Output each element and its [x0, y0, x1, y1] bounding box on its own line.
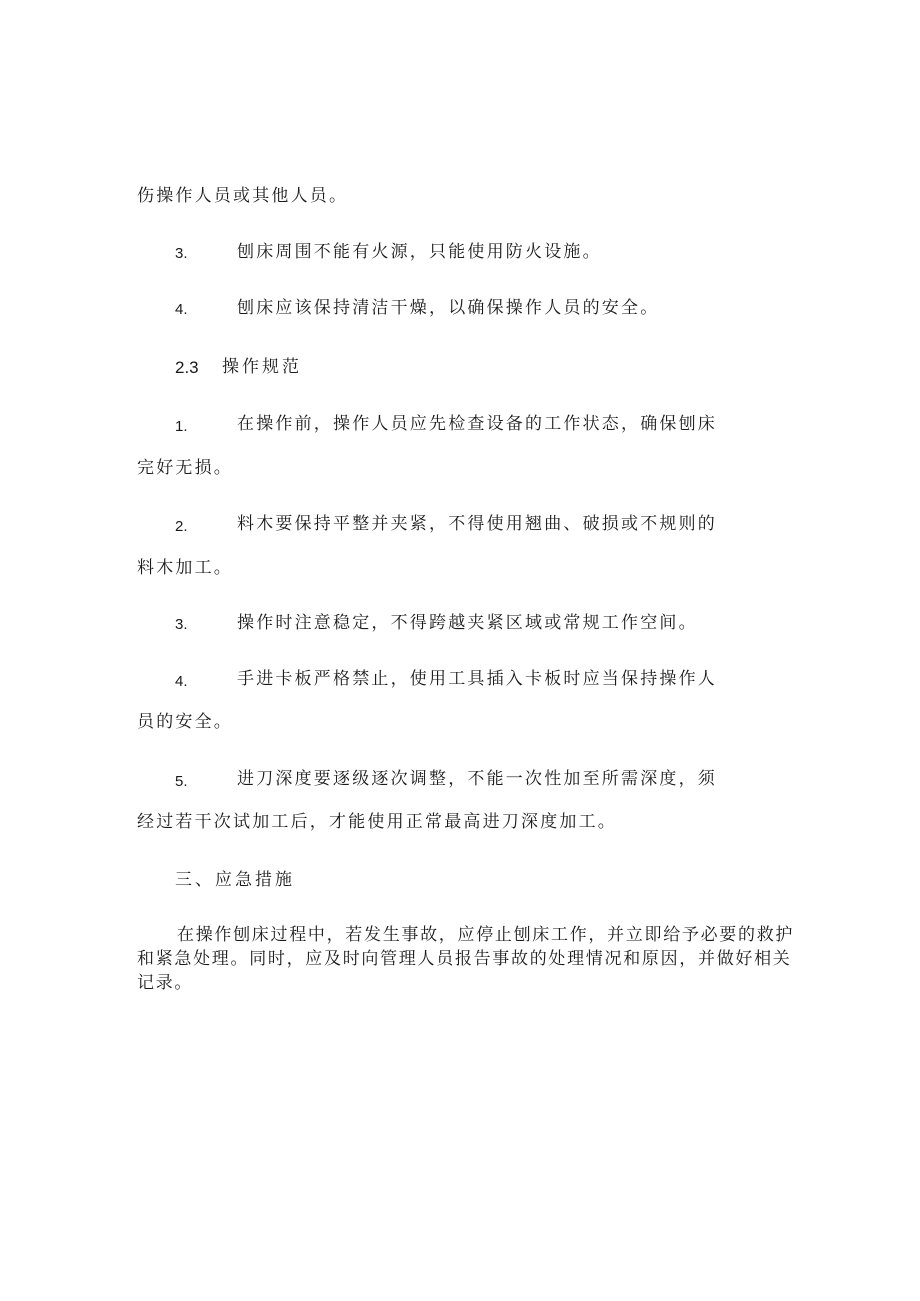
- list-item-text: 料木加工。: [137, 558, 233, 578]
- list-item-number: 5.: [175, 773, 188, 790]
- list-item-text: 进刀深度要逐级逐次调整，不能一次性加至所需深度，须: [237, 769, 717, 789]
- list-item-text: 料木要保持平整并夹紧，不得使用翘曲、破损或不规则的: [237, 514, 717, 534]
- list-item-number: 4.: [175, 673, 188, 690]
- emergency-paragraph: 在操作刨床过程中，若发生事故，应停止刨床工作，并立即给予必要的救护和紧急处理。同时，应及时向管理人员报告事故的处理情况和原因，并做好相关记录。: [137, 925, 795, 993]
- list-item-text: 刨床应该保持清洁干燥，以确保操作人员的安全。: [237, 298, 660, 318]
- list-item-text: 经过若干次试加工后，才能使用正常最高进刀深度加工。: [137, 812, 617, 832]
- list-item-text: 手进卡板严格禁止，使用工具插入卡板时应当保持操作人: [237, 669, 717, 689]
- list-item-number: 1.: [175, 418, 188, 435]
- section-title: 操作规范: [222, 357, 302, 377]
- list-item-text: 操作时注意稳定，不得跨越夹紧区域或常规工作空间。: [237, 613, 698, 633]
- list-item-number: 3.: [175, 245, 188, 262]
- continuation-line: 伤操作人员或其他人员。: [137, 186, 349, 206]
- list-item-text: 员的安全。: [137, 712, 233, 732]
- section-title: 三、应急措施: [175, 870, 295, 890]
- list-item-text: 刨床周围不能有火源，只能使用防火设施。: [237, 242, 602, 262]
- list-item-number: 2.: [175, 518, 188, 535]
- list-item-number: 3.: [175, 616, 188, 633]
- list-item-number: 4.: [175, 301, 188, 318]
- list-item-text: 在操作前，操作人员应先检查设备的工作状态，确保刨床: [237, 414, 717, 434]
- section-number: 2.3: [175, 358, 199, 377]
- list-item-text: 完好无损。: [137, 458, 233, 478]
